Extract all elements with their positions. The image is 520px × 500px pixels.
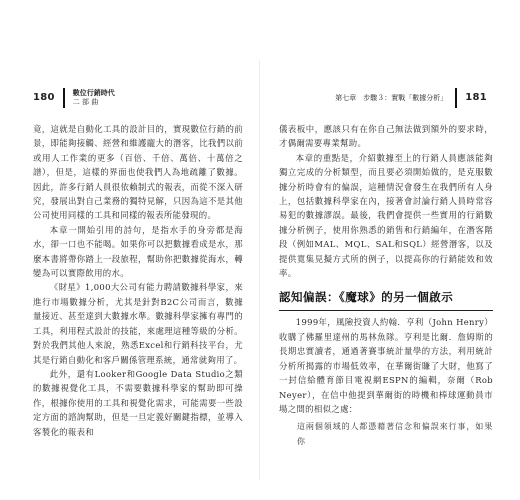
book-subtitle: 二 部 曲 — [72, 98, 99, 106]
paragraph: 此外，還有Looker和Google Data Studio之類的數據視覺化工具，不需要數據科學家的幫助即可操作，根據你使用的工具和視覺化需求，可能需要一些設定方面的諮詢幫助，但是一旦定義好關鍵指標，並導入客製化的報表和 — [33, 368, 243, 437]
paragraph: 竟，這就是自動化工具的設計目的，實現數位行銷的前景，即能夠接觸、經營和維護龐大的潛客，比我們以前或用人工作業的更多（百倍、千倍、萬倍、十萬倍之譜），但是，這樣的界面也使我們人為地疏離了數據。因此，許多行銷人員很依賴制式的報表，而從不深入研究，發展出對自己業務的獨特見解，只因為這不是其他公司使用同樣的工具和同樣的報表所能發現的。 — [33, 124, 243, 221]
left-running-head — [33, 88, 115, 108]
header-divider-bar — [63, 88, 65, 108]
chapter-running-head: 第七章 步驟３：實戰「數據分析」 — [335, 94, 448, 102]
right-page-number: 181 — [465, 92, 487, 103]
left-body-text — [33, 122, 243, 439]
header-divider-bar — [455, 88, 457, 108]
paragraph: 1999年，風險投資人約翰．亨利（John Henry）收購了佛羅里達州的馬林魚隊。亨利是比爾．詹姆斯的長期忠實讀者，通過著賽事統計量學的方法，利用統計分析所揭露的市場低效率，在華爾街賺了大財，他寫了一封信給體育節目電視網ESPN的編輯，奈爾（Rob Neyer），在信中他提到華爾街的時機和棒球運動員市場之間的相似之處： — [279, 317, 493, 414]
block-quote: 這兩個領域的人都憑藉著信念和偏誤來行事，如果你 — [297, 422, 493, 446]
paragraph: 本章的重點是，介紹數據至上的行銷人員應該能夠獨立完成的分析類型，而且要必須開始做的，是克服數據分析時會有的偏誤，這種情況會發生在我們所有人身上，包括數據科學家在內，接著會討論行銷人員時常容易犯的數據謬誤。最後，我們會提供一些實用的行銷數據分析例子，使用你熟悉的銷售和行銷編年，在潛客階段（例如MAL、MQL、SAL和SQL）經營潛客，以及提供寬集見擬方式所的例子，以提高你的行銷能效和效率。 — [279, 152, 493, 279]
right-body-text — [279, 122, 493, 449]
left-page-number: 180 — [33, 92, 55, 103]
paragraph: 儀表板中，應該只有在你自己無法做到額外的要求時，才偶爾需要專業幫助。 — [279, 124, 493, 149]
right-page — [260, 0, 520, 500]
book-title: 數位行銷時代 — [72, 89, 115, 97]
paragraph: 本章一開始引用的詩句，是指水手的身旁都是海水，卻一口也不能喝。如果你可以把數據看成是水，那麼本書將帶你踏上一段旅程，幫助你把數據從海水，轉變為可以實際飲用的水。 — [33, 224, 243, 279]
paragraph: 《財星》1,000大公司有能力聘請數據科學家，來進行市場數據分析，尤其是針對B2C公司而言，數據量接近、甚至達到大數據水準。數據科學家擁有專門的工具，利用程式設計的技能，來處理這種等級的分析。對於我們其他人來說，熟悉Excel和行銷科技平台，尤其是行銷自動化和客戶關係管理系統，通常就夠用了。 — [33, 282, 243, 365]
right-running-head — [335, 88, 487, 108]
book-title-block — [73, 89, 115, 107]
section-heading: 認知偏誤：《魔球》的另一個啟示 — [279, 290, 493, 311]
